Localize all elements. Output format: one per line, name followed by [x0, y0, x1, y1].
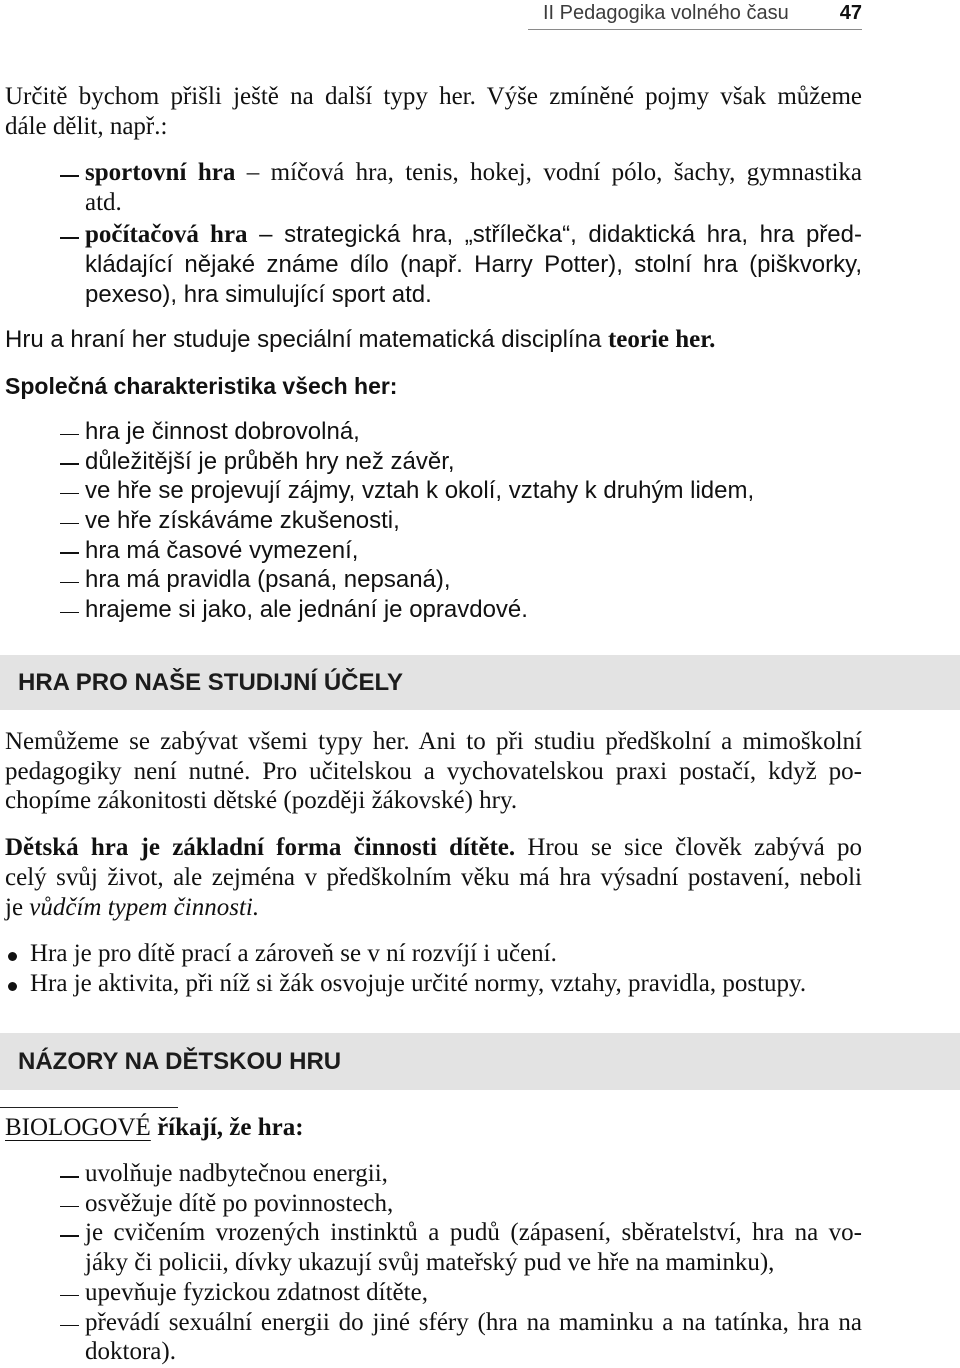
game-type-term: počítačová hra [85, 221, 248, 248]
key-paragraph [5, 833, 862, 923]
dash-bullet [60, 237, 79, 239]
list-item [85, 447, 862, 477]
game-type-item-sport [85, 158, 862, 218]
intro-line: Určitě bychom přišli ještě na další typy her. Výše zmíněné pojmy však můžeme [5, 83, 862, 110]
game-type-description: – míčová hra, tenis, hokej, vodní pólo, šachy, gymnastika [235, 159, 863, 186]
list-item-text: důležitější je průběh hry než závěr, [85, 447, 455, 475]
list-item-text: upevňuje fyzickou zdatnost dítěte, [85, 1278, 428, 1306]
list-item-text: osvěžuje dítě po povinnostech, [85, 1189, 394, 1217]
divider-rule [0, 1107, 178, 1108]
biologists-list [85, 1159, 862, 1367]
list-item [85, 1308, 862, 1367]
paragraph-line [5, 893, 862, 923]
dash-bullet [60, 1176, 79, 1178]
game-theory-term: teorie her. [607, 326, 716, 353]
biologists-label: BIOLOGOVÉ [5, 1114, 151, 1141]
bullet-text: Hra je aktivita, při níž si žák osvojuje určité normy, vztahy, pravidla, postupy. [30, 970, 807, 997]
list-item [85, 565, 862, 595]
game-type-line [85, 220, 862, 250]
paragraph-text: je [5, 894, 30, 921]
game-theory-text: Hru a hraní her studuje speciální matematická disciplína [5, 326, 608, 353]
section-heading: HRA PRO NAŠE STUDIJNÍ ÚČELY [18, 669, 403, 696]
dash-bullet [60, 434, 79, 436]
list-item-text: hra má pravidla (psaná, nepsaná), [85, 566, 451, 594]
game-type-description: – strategická hra, „střílečka“, didaktická hra, hra před- [247, 221, 862, 248]
emphasis-text: vůdčím typem činnosti. [29, 894, 260, 921]
game-type-line [85, 158, 862, 188]
section-heading-bar [0, 1033, 960, 1090]
list-item [85, 506, 862, 536]
list-item-text: je cvičením vrozených instinktů a pudů (zápasení, sběratelství, hra na vo- [85, 1219, 862, 1247]
list-item [85, 1189, 862, 1219]
list-item-text: jáky či policii, dívky ukazují svůj mateřský pud ve hře na maminku), [85, 1249, 775, 1277]
paragraph-line: pedagogiky není nutné. Pro učitelskou a vychovatelskou praxi postačí, když po- [5, 757, 862, 785]
dash-bullet [60, 1206, 79, 1208]
bullet-dot-icon [8, 952, 17, 961]
characteristics-title: Společná charakteristika všech her: [5, 373, 398, 399]
list-item [85, 595, 862, 625]
game-type-line: pexeso), hra simulující sport atd. [85, 281, 432, 308]
list-item-text: ve hře se projevují zájmy, vztah k okolí, vztahy k druhým lidem, [85, 477, 755, 505]
list-item [85, 1159, 862, 1189]
dash-bullet [60, 552, 79, 554]
dash-bullet [60, 523, 79, 525]
dash-bullet [60, 463, 79, 465]
list-item [85, 417, 862, 447]
dash-bullet [60, 1295, 79, 1297]
list-item-text: uvolňuje nadbytečnou energii, [85, 1160, 388, 1187]
paragraph-line: celý svůj život, ale zejména v předškolním věku má hra výsadní postavení, neboli [5, 864, 862, 891]
list-item-text: doktora). [85, 1338, 176, 1366]
game-type-item-computer [85, 220, 862, 310]
list-item-text: hrajeme si jako, ale jednání je opravdové. [85, 596, 528, 624]
game-type-term: sportovní hra [85, 159, 236, 186]
running-header-title: II Pedagogika volného času [543, 2, 789, 24]
running-header [528, 0, 862, 30]
dash-bullet [60, 612, 79, 614]
biologists-intro [5, 1113, 862, 1143]
bullet-item [5, 969, 862, 999]
biologists-intro-text: říkají, že hra: [150, 1114, 304, 1141]
intro-line: dále dělit, např.: [5, 113, 168, 140]
dash-bullet [60, 493, 79, 495]
list-item [85, 536, 862, 566]
section-heading: NÁZORY NA DĚTSKOU HRU [18, 1048, 342, 1075]
list-item-text: ve hře získáváme zkušenosti, [85, 507, 400, 535]
paragraph-line: chopíme zákonitosti dětské (později žákovské) hry. [5, 787, 518, 814]
list-item-text: převádí sexuální energii do jiné sféry (hra na maminku a na tatínka, hra na [85, 1308, 862, 1336]
list-item [85, 476, 862, 506]
paragraph-line: Nemůžeme se zabývat všemi typy her. Ani to při studiu předškolní a mimoškolní [5, 728, 862, 755]
list-item [85, 1218, 862, 1277]
section-heading-bar [0, 655, 960, 710]
intro-paragraph [5, 82, 862, 142]
list-item [85, 1278, 862, 1308]
dash-bullet [60, 175, 79, 177]
page-number: 47 [839, 2, 862, 24]
game-type-line: atd. [85, 189, 122, 216]
bullet-list [5, 939, 862, 999]
paragraph-text: Hrou se sice člověk zabývá po [515, 834, 862, 861]
bullet-item [5, 939, 862, 969]
dash-bullet [60, 1325, 79, 1327]
study-paragraph [5, 727, 862, 816]
list-item-text: hra je činnost dobrovolná, [85, 418, 360, 445]
game-theory-paragraph [5, 325, 862, 358]
list-item-text: hra má časové vymezení, [85, 536, 359, 564]
game-type-line: kládající nějaké známe dílo (např. Harry Potter), stolní hra (piškvorky, [85, 251, 862, 278]
bullet-text: Hra je pro dítě prací a zároveň se v ní rozvíjí i učení. [30, 940, 557, 967]
key-statement: Dětská hra je základní forma činnosti dítěte. [5, 834, 516, 861]
bullet-dot-icon [8, 982, 17, 991]
dash-bullet [60, 582, 79, 584]
dash-bullet [60, 1235, 79, 1237]
characteristics-list [85, 417, 862, 625]
paragraph-line [5, 833, 862, 863]
